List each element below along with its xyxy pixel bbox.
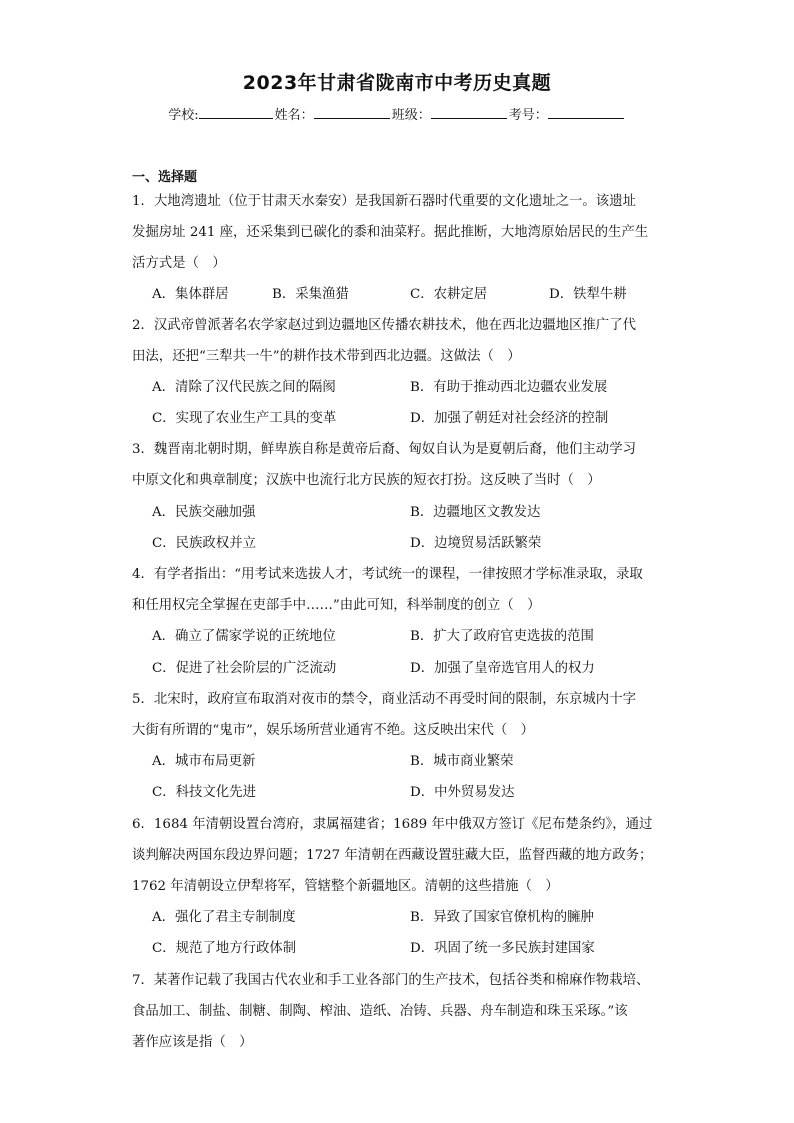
question-6-option-b[interactable]: B．异致了国家官僚机构的臃肿 <box>410 910 594 925</box>
school-label: 学校: <box>168 108 199 123</box>
question-3-line-2: 中原文化和典章制度；汉族中也流行北方民族的短衣打扮。这反映了当时（ ） <box>132 473 601 488</box>
name-label: 姓名： <box>274 108 314 123</box>
question-4-line-2: 和任用权完全掌握在吏部手中……”由此可知，科举制度的创立（ ） <box>132 598 541 613</box>
page-title: 2023年甘肃省陇南市中考历史真题 <box>242 72 552 94</box>
question-1-option-b[interactable]: B．采集渔猎 <box>272 287 349 302</box>
question-3-line-1: 3．魏晋南北朝时期，鲜卑族自称是黄帝后裔、匈奴自认为是夏朝后裔，他们主动学习 <box>132 442 636 457</box>
question-7-line-2: 食品加工、制盐、制糖、制陶、榨油、造纸、冶铸、兵器、舟车制造和珠玉采琢。”该 <box>132 1004 628 1019</box>
class-label: 班级： <box>391 108 431 123</box>
question-6-line-1: 6．1684 年清朝设置台湾府，隶属福建省；1689 年中俄双方签订《尼布楚条约》，通过 <box>132 817 653 832</box>
question-5-option-b[interactable]: B．城市商业繁荣 <box>410 754 514 769</box>
question-6-option-a[interactable]: A．强化了君主专制制度 <box>152 910 296 925</box>
student-info-line <box>0 104 794 123</box>
question-7-line-3: 著作应该是指（ ） <box>132 1035 253 1050</box>
question-2-line-1: 2．汉武帝曾派著名农学家赵过到边疆地区传播农耕技术，他在西北边疆地区推广了代 <box>132 318 636 333</box>
question-1-option-a[interactable]: A．集体群居 <box>152 287 229 302</box>
name-blank[interactable] <box>314 105 390 119</box>
question-1-line-2: 发掘房址 241 座，还采集到已碳化的黍和油菜籽。据此推断，大地湾原始居民的生产生 <box>132 225 649 240</box>
question-6-option-d[interactable]: D．巩固了统一多民族封建国家 <box>410 941 595 956</box>
question-2-option-c[interactable]: C．实现了农业生产工具的变革 <box>152 411 337 426</box>
question-3-option-c[interactable]: C．民族政权并立 <box>152 536 256 551</box>
question-3-option-a[interactable]: A．民族交融加强 <box>152 505 256 520</box>
number-blank[interactable] <box>548 105 624 119</box>
question-4-option-b[interactable]: B．扩大了政府官吏选拔的范围 <box>410 629 594 644</box>
question-4-option-c[interactable]: C．促进了社会阶层的广泛流动 <box>152 661 337 676</box>
question-6-line-2: 谈判解决两国东段边界问题；1727 年清朝在西藏设置驻藏大臣，监督西藏的地方政务； <box>132 848 653 863</box>
class-blank[interactable] <box>431 105 507 119</box>
question-2-option-d[interactable]: D．加强了朝廷对社会经济的控制 <box>410 411 609 426</box>
question-5-line-2: 大街有所谓的“鬼市”，娱乐场所营业通宵不绝。这反映出宋代（ ） <box>132 723 535 738</box>
question-7-line-1: 7．某著作记载了我国古代农业和手工业各部门的生产技术，包括谷类和棉麻作物栽培、 <box>132 973 650 988</box>
question-1-option-d[interactable]: D．铁犁牛耕 <box>549 287 627 302</box>
question-5-line-1: 5．北宋时，政府宣布取消对夜市的禁令，商业活动不再受时间的限制，东京城内十字 <box>132 692 636 707</box>
question-2-option-b[interactable]: B．有助于推动西北边疆农业发展 <box>410 380 608 395</box>
question-6-option-c[interactable]: C．规范了地方行政体制 <box>152 941 297 956</box>
number-label: 考号： <box>508 108 548 123</box>
question-1-line-3: 活方式是（ ） <box>132 256 226 271</box>
question-2-option-a[interactable]: A．清除了汉代民族之间的隔阂 <box>152 380 336 395</box>
section-heading: 一、选择题 <box>132 170 198 185</box>
question-4-option-a[interactable]: A．确立了儒家学说的正统地位 <box>152 629 336 644</box>
question-3-option-b[interactable]: B．边疆地区文教发达 <box>410 505 541 520</box>
school-blank[interactable] <box>199 105 273 119</box>
question-3-option-d[interactable]: D．边境贸易活跃繁荣 <box>410 536 542 551</box>
question-5-option-c[interactable]: C．科技文化先进 <box>152 785 256 800</box>
question-5-option-d[interactable]: D．中外贸易发达 <box>410 785 515 800</box>
question-4-line-1: 4．有学者指出：“用考试来选拔人才，考试统一的课程，一律按照才学标准录取，录取 <box>132 567 643 582</box>
question-4-option-d[interactable]: D．加强了皇帝选官用人的权力 <box>410 661 595 676</box>
question-6-line-3: 1762 年清朝设立伊犁将军，管辖整个新疆地区。清朝的这些措施（ ） <box>132 879 559 894</box>
question-1-option-c[interactable]: C．农耕定居 <box>410 287 488 302</box>
question-2-line-2: 田法，还把“三犁共一牛”的耕作技术带到西北边疆。这做法（ ） <box>132 349 521 364</box>
question-1-line-1: 1．大地湾遗址（位于甘肃天水秦安）是我国新石器时代重要的文化遗址之一。该遗址 <box>132 194 636 209</box>
question-5-option-a[interactable]: A．城市布局更新 <box>152 754 256 769</box>
